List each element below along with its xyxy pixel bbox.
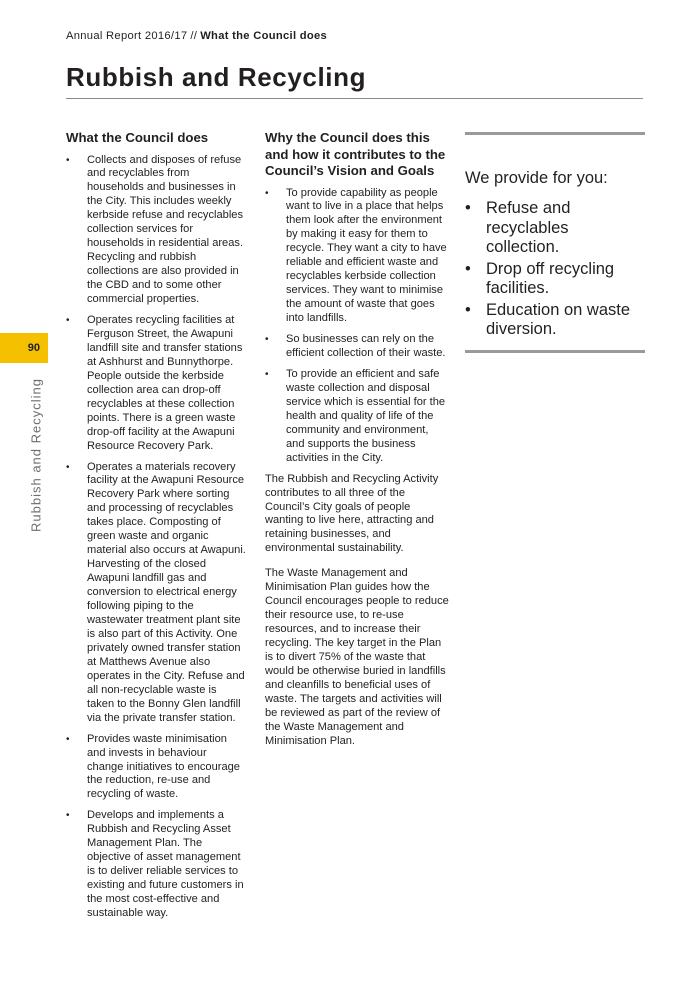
list-item: • Collects and disposes of refuse and recyclables from households and businesses in the City. This includes weekly kerbside refuse and recyclables collection services for households in residential areas. Recycling and rubbish collections are also provided in the CBD and to some other commercial properties. [66, 154, 246, 307]
header-section-title: What the Council does [200, 30, 328, 42]
header-separator: // [190, 30, 198, 42]
panel-heading: We provide for you: [465, 169, 608, 187]
left-bullet-list [66, 154, 246, 922]
paragraph: The Waste Management and Minimisation Plan guides how the Council encourages people to reduce their resource use, to re-use resources, and to increase their recycling. The key target in the Plan is to divert 75% of the waste that would be otherwise buried in landfills and cleanfills to beneficial uses of waste. The targets and activities will be reviewed as part of the review of the Waste Management and Minimisation Plan. [265, 567, 449, 747]
middle-bullet-list [265, 187, 449, 466]
paragraph: The Rubbish and Recycling Activity contributes to all three of the Council’s City goals of people wanting to live here, attracting and retaining businesses, and environmental sustainability. [265, 472, 439, 555]
list-item: • Operates recycling facilities at Ferguson Street, the Awapuni landfill site and transfer stations at Ashhurst and Bunnythorpe. People outside the kerbside collection area can drop-off recyclables at these collection points. There is a green waste drop-off facility at the Awapuni Resource Recovery Park. [66, 314, 246, 454]
list-item: • To provide an efficient and safe waste collection and disposal service which is essential for the health and quality of life of the community and environment, and supports the business activities in the City. [265, 368, 449, 466]
running-header [66, 30, 327, 42]
panel-bullet-list [465, 199, 645, 340]
services-panel [465, 167, 645, 342]
page-title: Rubbish and Recycling [66, 62, 367, 92]
left-column [66, 130, 246, 928]
left-column-heading: What the Council does [66, 130, 209, 145]
header-report-title: Annual Report 2016/17 [66, 30, 188, 42]
page-number: 90 [27, 342, 40, 354]
list-item: • Provides waste minimisation and invests in behaviour change initiatives to encourage the reduction, re-use and recycling of waste. [66, 733, 246, 803]
title-divider [66, 98, 643, 99]
panel-bottom-rule [465, 350, 645, 353]
list-item: • Drop off recycling facilities. [465, 260, 645, 299]
middle-column [265, 130, 449, 760]
list-item: • Operates a materials recovery facility at the Awapuni Resource Recovery Park where sorting and processing of recyclables takes place. Composting of green waste and organic material also occurs at Awapuni. Harvesting of the closed Awapuni landfill gas and conversion to electrical energy following piping to the wastewater treatment plant site is also part of this Activity. One privately owned transfer station at Matthews Avenue also operates in the City. Refuse and all non-recyclable waste is taken to the Bonny Glen landfill via the private transfer station. [66, 461, 246, 726]
list-item: • Education on waste diversion. [465, 301, 645, 340]
side-section-label: Rubbish and Recycling [28, 378, 44, 532]
list-item: • Refuse and recyclables collection. [465, 199, 645, 258]
list-item: • Develops and implements a Rubbish and Recycling Asset Management Plan. The objective of asset management is to deliver reliable services to existing and future customers in the most cost-effective and sustainable way. [66, 809, 246, 921]
middle-column-heading: Why the Council does this and how it contributes to the Council’s Vision and Goals [265, 130, 446, 178]
panel-top-rule [465, 132, 645, 135]
list-item: • To provide capability as people want to live in a place that helps them look after the environment by making it easy for them to recycle. They want a city to have reliable and efficient waste and recyclables kerbside collection services. They want to minimise the amount of waste that goes into landfills. [265, 187, 449, 327]
list-item: • So businesses can rely on the efficient collection of their waste. [265, 333, 449, 361]
